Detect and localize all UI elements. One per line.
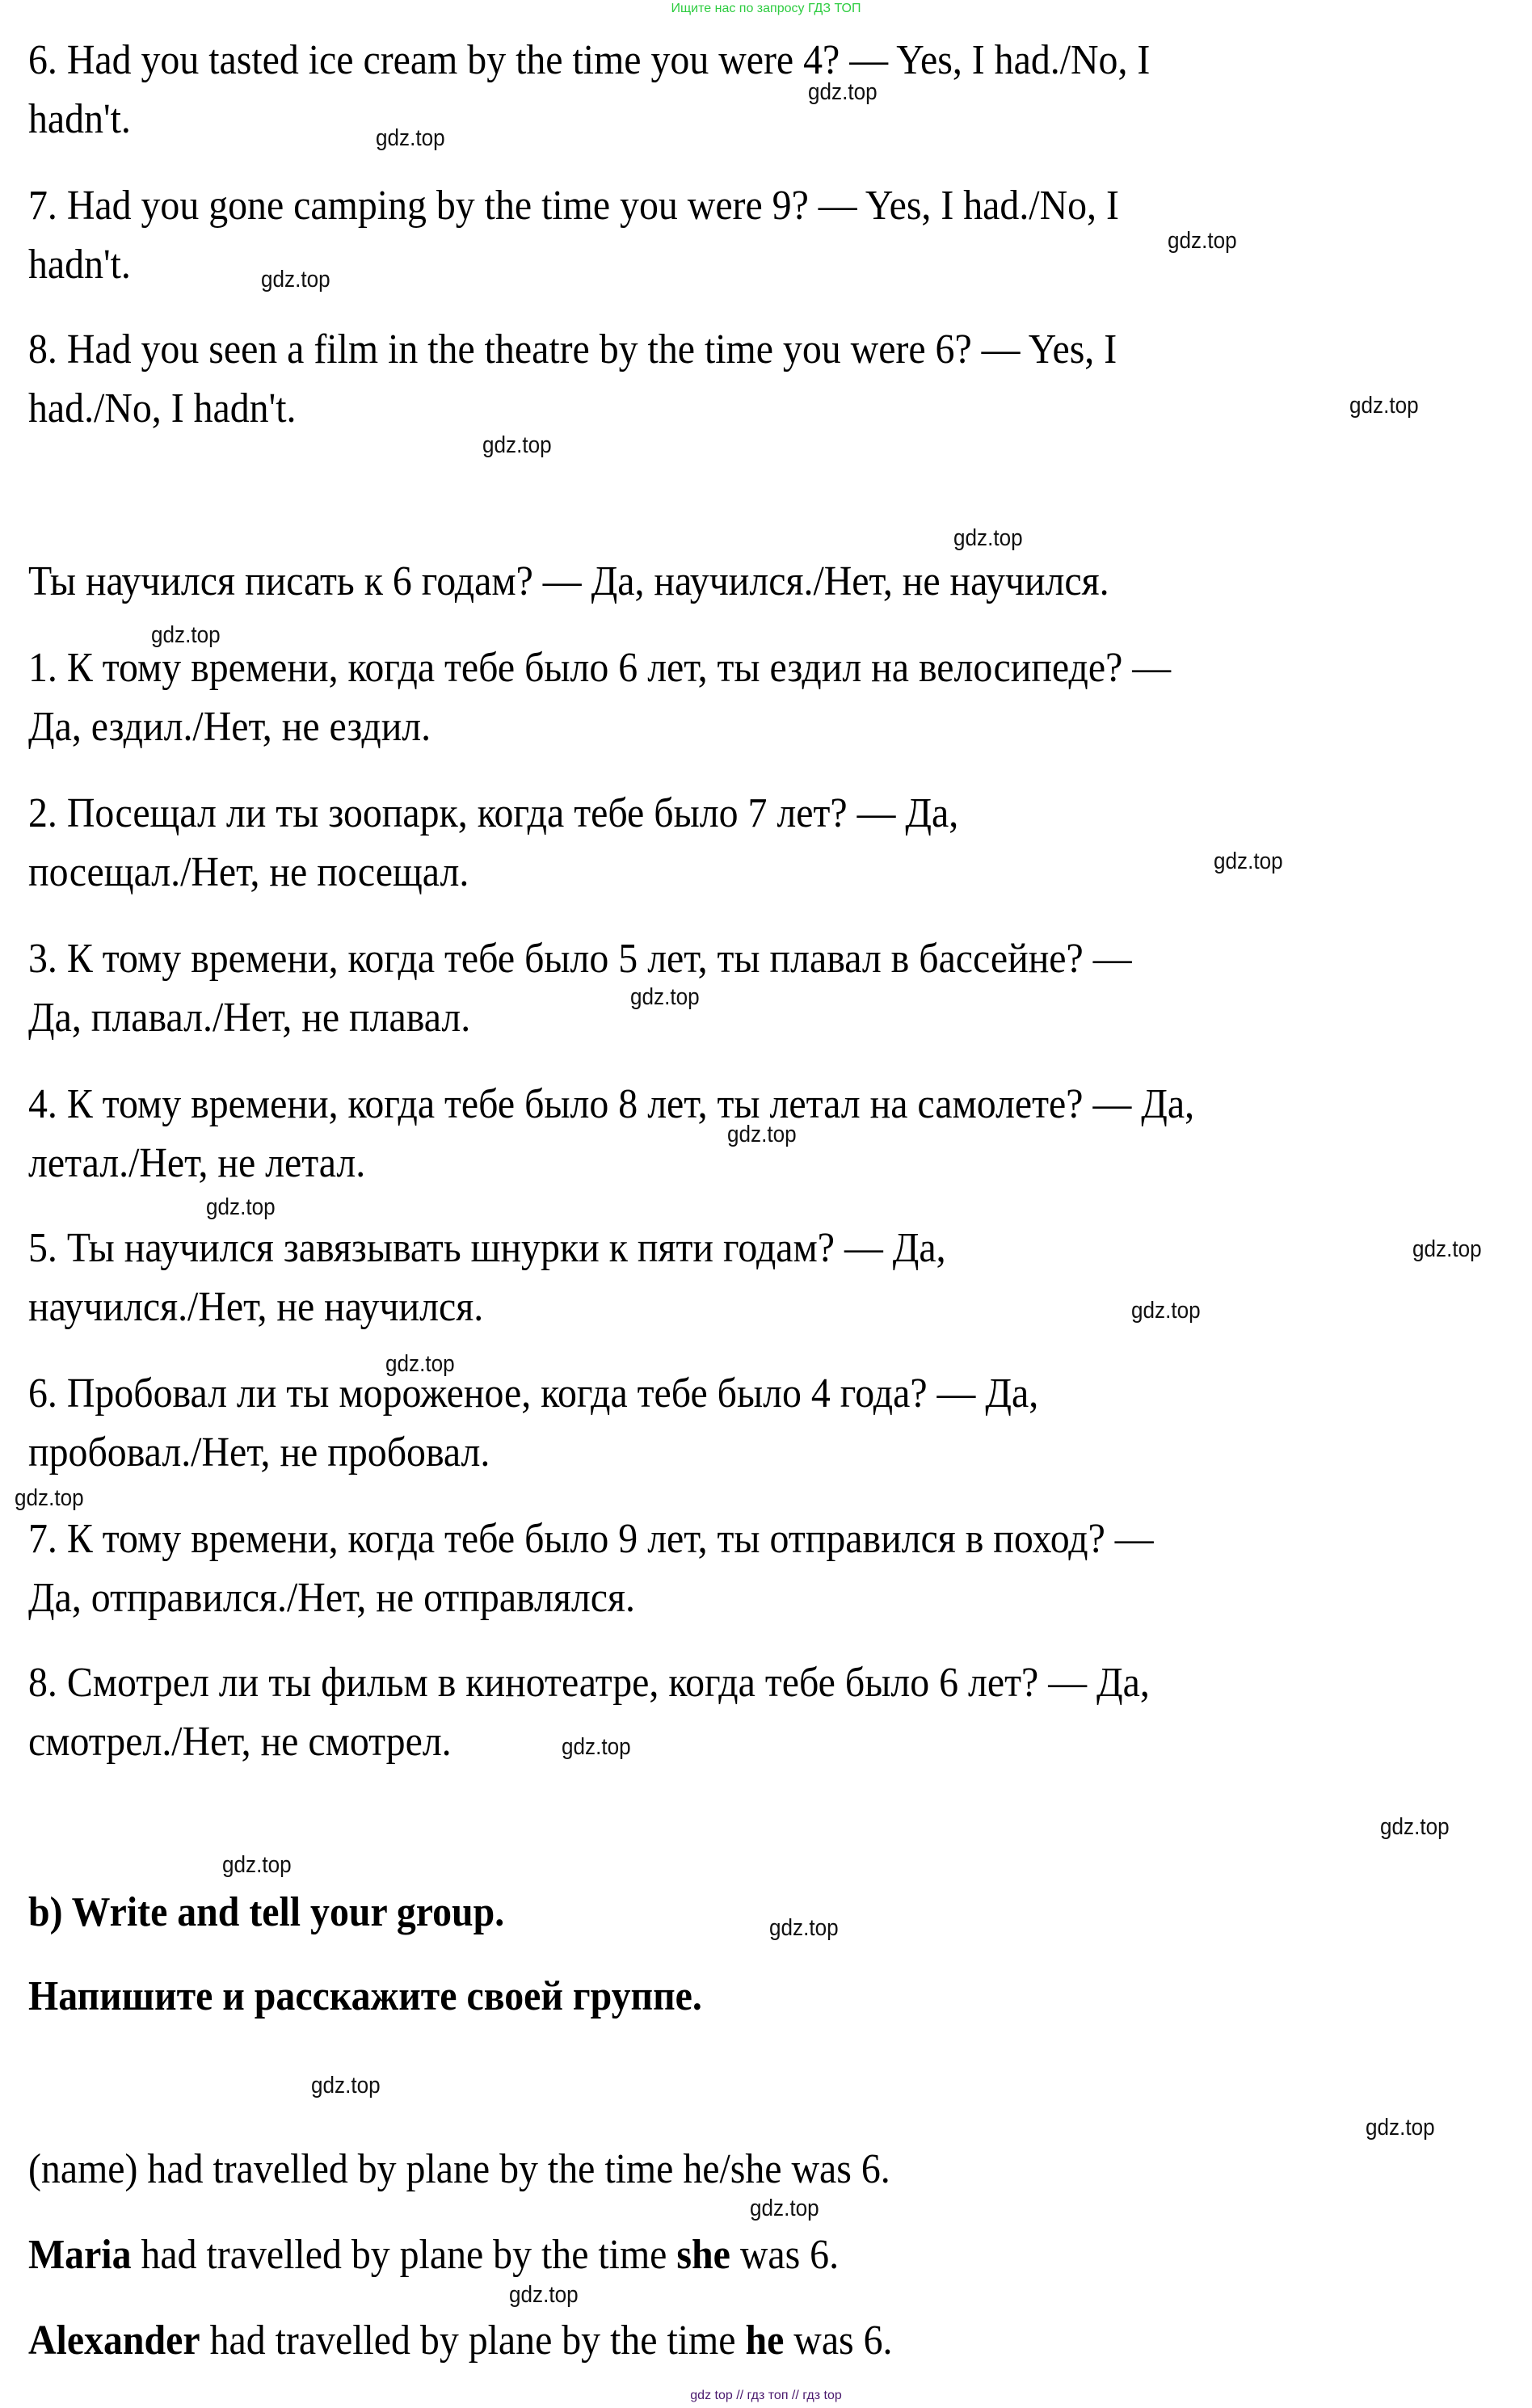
translation-item-6: [28, 1364, 1366, 1482]
watermark: gdz.top: [769, 1915, 839, 1941]
answer-line: 7. Had you gone camping by the time you were 9? — Yes, I had./No, I: [28, 183, 1119, 229]
example-alexander: [28, 2311, 1366, 2370]
translation-example: Ты научился писать к 6 годам? — Да, научился./Нет, не научился.: [28, 558, 1109, 604]
example-maria: [28, 2225, 1366, 2284]
example-name: Alexander: [28, 2317, 200, 2364]
answer-line: hadn't.: [28, 96, 131, 142]
example-text: was 6.: [784, 2317, 893, 2364]
answer-line: hadn't.: [28, 242, 131, 288]
sentence-template: (name) had travelled by plane by the time he/she was 6.: [28, 2146, 890, 2192]
answer-6: [28, 31, 1366, 149]
translation-line: Да, плавал./Нет, не плавал.: [28, 995, 471, 1041]
watermark: gdz.top: [1214, 848, 1283, 874]
top-banner: Ищите нас по запросу ГДЗ ТОП: [671, 2, 861, 15]
answer-7: [28, 176, 1366, 294]
example-text: was 6.: [730, 2232, 840, 2278]
watermark: gdz.top: [1349, 393, 1419, 419]
watermark: gdz.top: [482, 432, 552, 458]
translation-line: посещал./Нет, не посещал.: [28, 849, 469, 895]
watermark: gdz.top: [750, 2195, 819, 2221]
translation-line: Да, ездил./Нет, не ездил.: [28, 704, 431, 750]
watermark: gdz.top: [509, 2282, 579, 2308]
section-b-heading: b) Write and tell your group.: [28, 1889, 505, 1935]
translation-item-4: [28, 1075, 1366, 1193]
answer-8: [28, 320, 1366, 438]
translation-item-2: [28, 784, 1366, 902]
translation-item-1: [28, 638, 1366, 756]
watermark: gdz.top: [15, 1485, 84, 1511]
translation-line: 6. Пробовал ли ты мороженое, когда тебе было 4 года? — Да,: [28, 1370, 1039, 1417]
watermark: gdz.top: [1380, 1814, 1450, 1840]
watermark: gdz.top: [1412, 1236, 1482, 1262]
watermark: gdz.top: [808, 79, 878, 105]
example-text: had travelled by plane by the time: [200, 2317, 746, 2364]
translation-line: 7. К тому времени, когда тебе было 9 лет, ты отправился в поход? —: [28, 1516, 1154, 1562]
translation-line: 4. К тому времени, когда тебе было 8 лет, ты летал на самолете? — Да,: [28, 1081, 1195, 1127]
watermark: gdz.top: [1131, 1298, 1201, 1324]
translation-line: научился./Нет, не научился.: [28, 1284, 484, 1330]
translation-line: летал./Нет, не летал.: [28, 1140, 366, 1186]
translation-item-8: [28, 1653, 1366, 1771]
watermark: gdz.top: [727, 1122, 797, 1147]
watermark: gdz.top: [953, 525, 1023, 551]
footer-watermark: gdz top // гдз топ // гдз top: [690, 2389, 842, 2402]
translation-line: Да, отправился./Нет, не отправлялся.: [28, 1575, 635, 1621]
watermark: gdz.top: [562, 1734, 631, 1760]
translation-line: смотрел./Нет, не смотрел.: [28, 1719, 452, 1765]
watermark: gdz.top: [385, 1351, 455, 1377]
watermark: gdz.top: [1168, 228, 1237, 254]
translation-line: 3. К тому времени, когда тебе было 5 лет, ты плавал в бассейне? —: [28, 936, 1132, 982]
translation-line: 5. Ты научился завязывать шнурки к пяти годам? — Да,: [28, 1225, 946, 1271]
answer-line: 6. Had you tasted ice cream by the time you were 4? — Yes, I had./No, I: [28, 37, 1151, 83]
watermark: gdz.top: [206, 1194, 276, 1220]
translation-line: пробовал./Нет, не пробовал.: [28, 1429, 490, 1476]
watermark: gdz.top: [1366, 2115, 1435, 2141]
section-b-heading-ru: Напишите и расскажите своей группе.: [28, 1973, 702, 2019]
translation-line: 2. Посещал ли ты зоопарк, когда тебе было 7 лет? — Да,: [28, 790, 959, 836]
watermark: gdz.top: [376, 125, 445, 151]
watermark: gdz.top: [261, 267, 330, 293]
watermark: gdz.top: [222, 1852, 292, 1878]
example-pronoun: she: [676, 2232, 730, 2278]
answer-line: 8. Had you seen a film in the theatre by the time you were 6? — Yes, I: [28, 326, 1117, 373]
translation-line: 8. Смотрел ли ты фильм в кинотеатре, когда тебе было 6 лет? — Да,: [28, 1660, 1150, 1706]
watermark: gdz.top: [630, 984, 700, 1010]
example-name: Maria: [28, 2232, 132, 2278]
answer-line: had./No, I hadn't.: [28, 385, 297, 432]
watermark: gdz.top: [311, 2073, 381, 2099]
translation-line: 1. К тому времени, когда тебе было 6 лет, ты ездил на велосипеде? —: [28, 645, 1172, 691]
translation-item-7: [28, 1509, 1366, 1627]
watermark: gdz.top: [151, 622, 221, 648]
example-pronoun: he: [745, 2317, 785, 2364]
example-text: had travelled by plane by the time: [131, 2232, 677, 2278]
